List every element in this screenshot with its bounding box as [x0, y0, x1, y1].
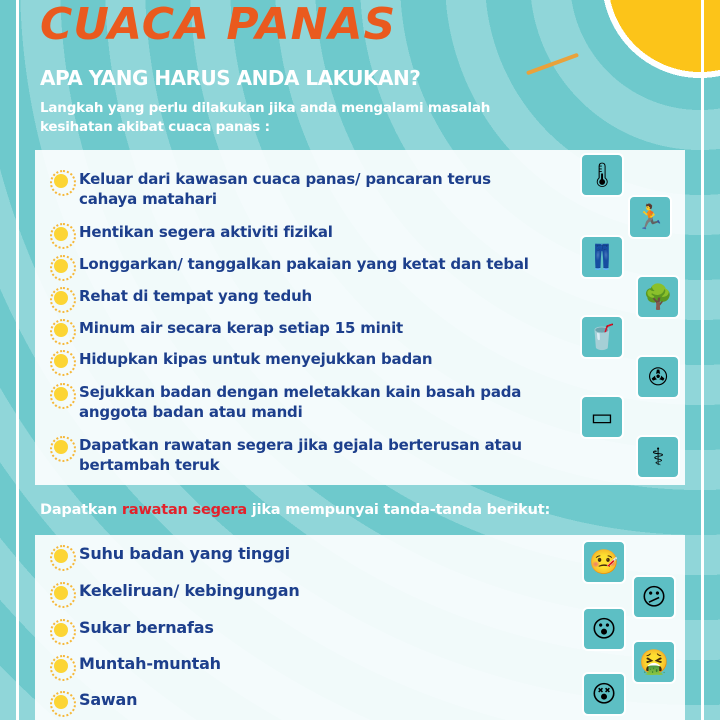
sun-bullet-icon: [49, 581, 73, 605]
fan-icon: ✇: [636, 355, 680, 399]
list-item: Rehat di tempat yang teduh: [49, 286, 579, 310]
sun-bullet-icon: [49, 254, 73, 278]
seizure-icon: 😵: [582, 672, 626, 716]
sun-bullet-icon: [49, 286, 73, 310]
confused-person-icon: 😕: [632, 575, 676, 619]
signs-heading: Dapatkan rawatan segera jika mempunyai tanda-tanda berikut:: [40, 502, 551, 518]
clothes-icon: 👖: [580, 235, 624, 279]
poster-title: CUACA PANAS: [40, 0, 397, 50]
subheading: Langkah yang perlu dilakukan jika anda mengalami masalah kesihatan akibat cuaca panas :: [40, 100, 491, 135]
sun-bullet-icon: [49, 318, 73, 342]
sun-bullet-icon: [49, 169, 73, 193]
drinking-water-icon: 🥤: [580, 315, 624, 359]
list-item: Kekeliruan/ kebingungan: [49, 581, 579, 605]
thermometer-icon: 🌡: [580, 153, 624, 197]
list-item: Muntah-muntah: [49, 654, 579, 678]
heading: APA YANG HARUS ANDA LAKUKAN?: [40, 66, 421, 90]
list-item: Longgarkan/ tanggalkan pakaian yang ketat dan tebal: [49, 254, 609, 278]
towel-icon: ▭: [580, 395, 624, 439]
vomiting-icon: 🤮: [632, 640, 676, 684]
no-running-icon: 🏃: [628, 195, 672, 239]
list-item: Dapatkan rawatan segera jika gejala berterusan atau bertambah teruk: [49, 435, 579, 475]
tree-icon: 🌳: [636, 275, 680, 319]
sun-bullet-icon: [49, 222, 73, 246]
doctor-icon: ⚕: [636, 435, 680, 479]
list-item: Sejukkan badan dengan meletakkan kain basah pada anggota badan atau mandi: [49, 382, 579, 422]
list-item: Hidupkan kipas untuk menyejukkan badan: [49, 349, 579, 373]
sun-bullet-icon: [49, 654, 73, 678]
list-item: Sawan: [49, 690, 579, 714]
list-item: Sukar bernafas: [49, 618, 579, 642]
list-item: Hentikan segera aktiviti fizikal: [49, 222, 579, 246]
sun-bullet-icon: [49, 544, 73, 568]
list-item: Minum air secara kerap setiap 15 minit: [49, 318, 579, 342]
sun-bullet-icon: [49, 349, 73, 373]
fever-icon: 🤒: [582, 540, 626, 584]
list-item: Keluar dari kawasan cuaca panas/ pancaran terus cahaya matahari: [49, 169, 579, 209]
list-item: Suhu badan yang tinggi: [49, 544, 579, 568]
sun-bullet-icon: [49, 435, 73, 459]
breathing-difficulty-icon: 😮: [582, 607, 626, 651]
sun-bullet-icon: [49, 618, 73, 642]
sun-bullet-icon: [49, 382, 73, 406]
sun-bullet-icon: [49, 690, 73, 714]
